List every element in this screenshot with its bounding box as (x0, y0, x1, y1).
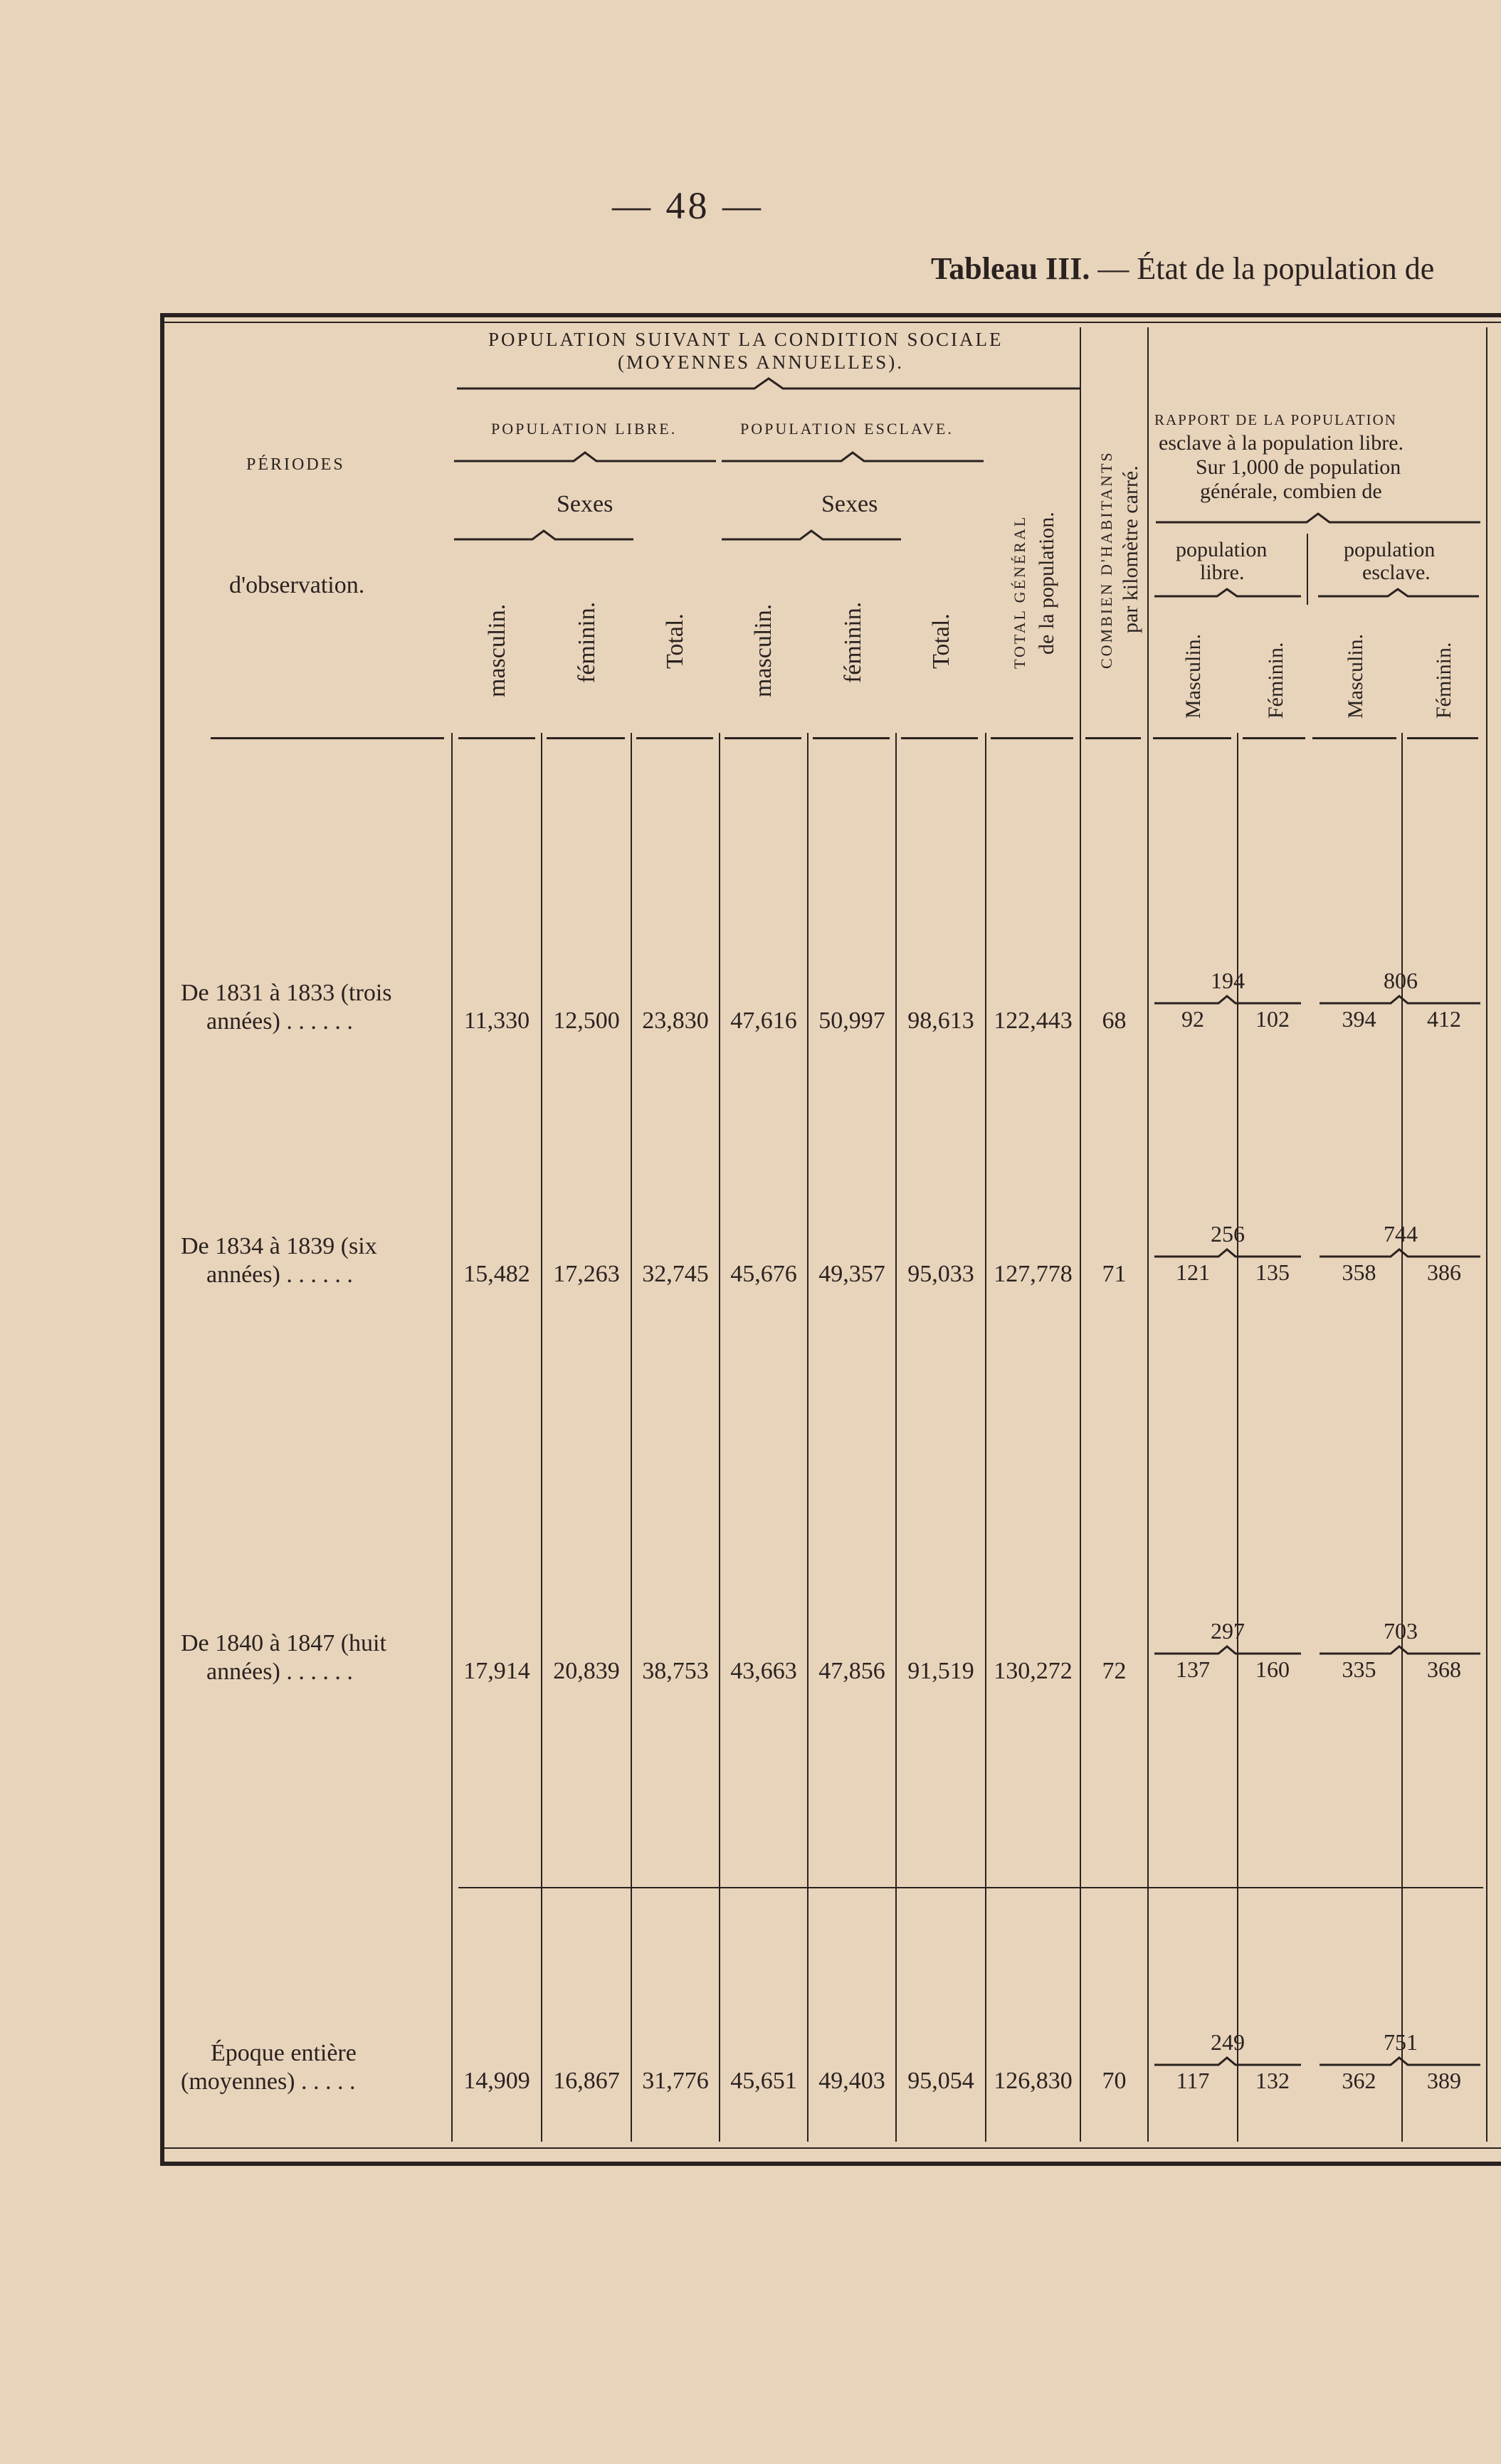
footer-rule (458, 1887, 1483, 1888)
col-head-ratio-libre-feminin: Féminin. (1264, 642, 1287, 719)
header-rule (211, 737, 444, 739)
col-divider (1307, 534, 1308, 605)
cell-libre-total: 38,753 (642, 1658, 709, 1684)
header-rapport-4: générale, combien de (1200, 480, 1382, 503)
header-sexes-esclave: Sexes (821, 491, 878, 517)
col-head-libre-total: Total. (662, 613, 688, 669)
ratio-esclave-masculin: 358 (1342, 1259, 1376, 1285)
ratio-brace (1153, 2055, 1302, 2069)
header-rule (547, 737, 625, 739)
cell-esclave-feminin: 47,856 (818, 1658, 885, 1684)
header-rule (1407, 737, 1478, 739)
ratio-brace (1318, 2055, 1482, 2069)
header-pop-libre-2: libre. (1200, 561, 1245, 584)
cell-libre-feminin: 17,263 (553, 1261, 620, 1287)
cell-esclave-feminin: 50,997 (818, 1008, 885, 1034)
cell-total-general: 122,443 (994, 1008, 1073, 1034)
cell-total-general: 130,272 (994, 1658, 1073, 1684)
row-period-2: années) . . . . . . (206, 1262, 353, 1288)
row-period-2: années) . . . . . . (206, 1008, 353, 1035)
col-divider (985, 733, 986, 2142)
ratio-esclave-masculin: 335 (1342, 1656, 1376, 1682)
cell-esclave-masculin: 45,676 (730, 1261, 797, 1287)
ratio-brace (1318, 1247, 1482, 1261)
header-pop-esclave-1: population (1344, 538, 1436, 561)
brace-pop-libre (1153, 585, 1302, 602)
ratio-libre-feminin: 132 (1255, 2068, 1290, 2093)
cell-esclave-total: 95,054 (907, 2068, 974, 2094)
row-period-2: années) . . . . . . (206, 1659, 353, 1685)
ratio-esclave-sum: 703 (1384, 1618, 1418, 1644)
table-frame-inner-bottom (164, 2147, 1501, 2149)
col-divider (1401, 733, 1403, 2142)
header-rule (636, 737, 713, 739)
ratio-libre-feminin: 160 (1255, 1656, 1290, 1682)
col-head-ratio-esclave-masculin: Masculin. (1344, 633, 1367, 719)
ratio-libre-feminin: 135 (1255, 1259, 1290, 1285)
col-head-esclave-masculin: masculin. (750, 603, 776, 697)
header-rule (1085, 737, 1141, 739)
ratio-libre-masculin: 117 (1176, 2068, 1210, 2093)
col-divider (451, 733, 453, 2142)
col-divider (1486, 327, 1487, 2142)
cell-libre-feminin: 12,500 (553, 1008, 620, 1034)
table-title-rest: — État de la population de (1090, 251, 1435, 286)
cell-esclave-total: 98,613 (907, 1008, 974, 1034)
ratio-brace (1318, 993, 1482, 1008)
header-condition: POPULATION SUIVANT LA CONDITION SOCIALE (488, 329, 1004, 350)
cell-libre-feminin: 16,867 (553, 2068, 620, 2094)
cell-libre-total: 23,830 (642, 1008, 709, 1034)
col-divider (1237, 733, 1238, 2142)
row-period-2: (moyennes) . . . . . (181, 2068, 356, 2095)
ratio-libre-sum: 249 (1211, 2029, 1245, 2055)
header-rule (1153, 737, 1231, 739)
table-title (931, 250, 1434, 287)
col-head-density-sub: par kilomètre carré. (1119, 465, 1142, 633)
cell-libre-masculin: 11,330 (463, 1008, 530, 1034)
table-title-bold: Tableau III. (931, 251, 1090, 286)
brace-rapport (1154, 509, 1482, 528)
row-period-1: De 1834 à 1839 (six (181, 1233, 377, 1259)
col-head-libre-feminin: féminin. (574, 601, 600, 683)
ratio-libre-masculin: 137 (1176, 1656, 1210, 1682)
header-rule (1243, 737, 1305, 739)
ratio-libre-masculin: 121 (1176, 1259, 1210, 1285)
col-divider (631, 733, 632, 2142)
header-periods-sub: d'observation. (229, 572, 365, 598)
ratio-esclave-feminin: 368 (1427, 1656, 1461, 1682)
col-head-total-general: TOTAL GÉNÉRAL (1011, 514, 1028, 669)
cell-libre-total: 31,776 (642, 2068, 709, 2094)
col-divider (895, 733, 897, 2142)
ratio-libre-masculin: 92 (1181, 1006, 1204, 1032)
header-rule (1312, 737, 1396, 739)
col-divider (807, 733, 809, 2142)
ratio-esclave-sum: 751 (1384, 2029, 1418, 2055)
cell-libre-total: 32,745 (642, 1261, 709, 1287)
ratio-brace (1153, 1644, 1302, 1658)
header-rule (725, 737, 801, 739)
header-condition-sub: (MOYENNES ANNUELLES). (618, 351, 904, 373)
row-period-1: Époque entière (211, 2040, 357, 2066)
cell-esclave-masculin: 45,651 (730, 2068, 797, 2094)
header-rule (901, 737, 978, 739)
cell-density: 70 (1102, 2068, 1127, 2094)
ratio-brace (1318, 1644, 1482, 1658)
col-divider (541, 733, 542, 2142)
ratio-brace (1153, 993, 1302, 1008)
brace-pop-esclave (1317, 585, 1480, 602)
ratio-libre-sum: 194 (1211, 968, 1245, 993)
col-head-esclave-total: Total. (928, 613, 954, 669)
cell-libre-feminin: 20,839 (553, 1658, 620, 1684)
brace-sexes-libre (453, 527, 635, 545)
cell-esclave-total: 95,033 (907, 1261, 974, 1287)
col-head-ratio-esclave-feminin: Féminin. (1432, 642, 1455, 719)
header-rule (458, 737, 535, 739)
ratio-esclave-feminin: 386 (1427, 1259, 1461, 1285)
header-rapport-1: RAPPORT DE LA POPULATION (1154, 411, 1397, 428)
ratio-esclave-masculin: 362 (1342, 2068, 1376, 2093)
cell-libre-masculin: 14,909 (463, 2068, 530, 2094)
ratio-libre-sum: 297 (1211, 1618, 1245, 1644)
cell-density: 72 (1102, 1658, 1127, 1684)
cell-libre-masculin: 15,482 (463, 1261, 530, 1287)
header-esclave: POPULATION ESCLAVE. (740, 420, 954, 438)
cell-esclave-total: 91,519 (907, 1658, 974, 1684)
header-rule (991, 737, 1073, 739)
header-periods: PÉRIODES (246, 455, 345, 474)
row-period-1: De 1840 à 1847 (huit (181, 1630, 386, 1656)
brace-condition (455, 374, 1082, 396)
ratio-esclave-sum: 744 (1384, 1221, 1418, 1247)
cell-density: 71 (1102, 1261, 1127, 1287)
brace-sexes-esclave (720, 527, 902, 545)
cell-total-general: 127,778 (994, 1261, 1073, 1287)
cell-density: 68 (1102, 1008, 1127, 1034)
col-divider (1080, 327, 1081, 2142)
ratio-brace (1153, 1247, 1302, 1261)
header-rapport-3: Sur 1,000 de population (1196, 455, 1401, 479)
row-period-1: De 1831 à 1833 (trois (181, 980, 392, 1006)
cell-esclave-masculin: 43,663 (730, 1658, 797, 1684)
page-number: — 48 — (612, 184, 764, 227)
col-head-libre-masculin: masculin. (484, 603, 510, 697)
header-pop-esclave-2: esclave. (1362, 561, 1431, 584)
col-head-ratio-libre-masculin: Masculin. (1181, 633, 1205, 719)
cell-total-general: 126,830 (994, 2068, 1073, 2094)
col-head-esclave-feminin: féminin. (840, 601, 866, 683)
header-pop-libre-1: population (1176, 538, 1268, 561)
header-rapport-2: esclave à la population libre. (1159, 431, 1404, 455)
ratio-esclave-feminin: 412 (1427, 1006, 1461, 1032)
table-frame-inner-top (164, 322, 1501, 323)
col-head-density: COMBIEN D'HABITANTS (1097, 450, 1115, 669)
ratio-libre-sum: 256 (1211, 1221, 1245, 1247)
ratio-esclave-sum: 806 (1384, 968, 1418, 993)
header-rule (813, 737, 890, 739)
col-divider (719, 733, 720, 2142)
ratio-esclave-masculin: 394 (1342, 1006, 1376, 1032)
header-sexes-libre: Sexes (557, 491, 613, 517)
cell-esclave-feminin: 49,403 (818, 2068, 885, 2094)
ratio-esclave-feminin: 389 (1427, 2068, 1461, 2093)
ratio-libre-feminin: 102 (1255, 1006, 1290, 1032)
col-head-total-general-sub: de la population. (1035, 512, 1058, 655)
header-libre: POPULATION LIBRE. (491, 420, 678, 438)
cell-esclave-feminin: 49,357 (818, 1261, 885, 1287)
brace-esclave (720, 448, 985, 467)
brace-libre (453, 448, 717, 467)
cell-libre-masculin: 17,914 (463, 1658, 530, 1684)
cell-esclave-masculin: 47,616 (730, 1008, 797, 1034)
